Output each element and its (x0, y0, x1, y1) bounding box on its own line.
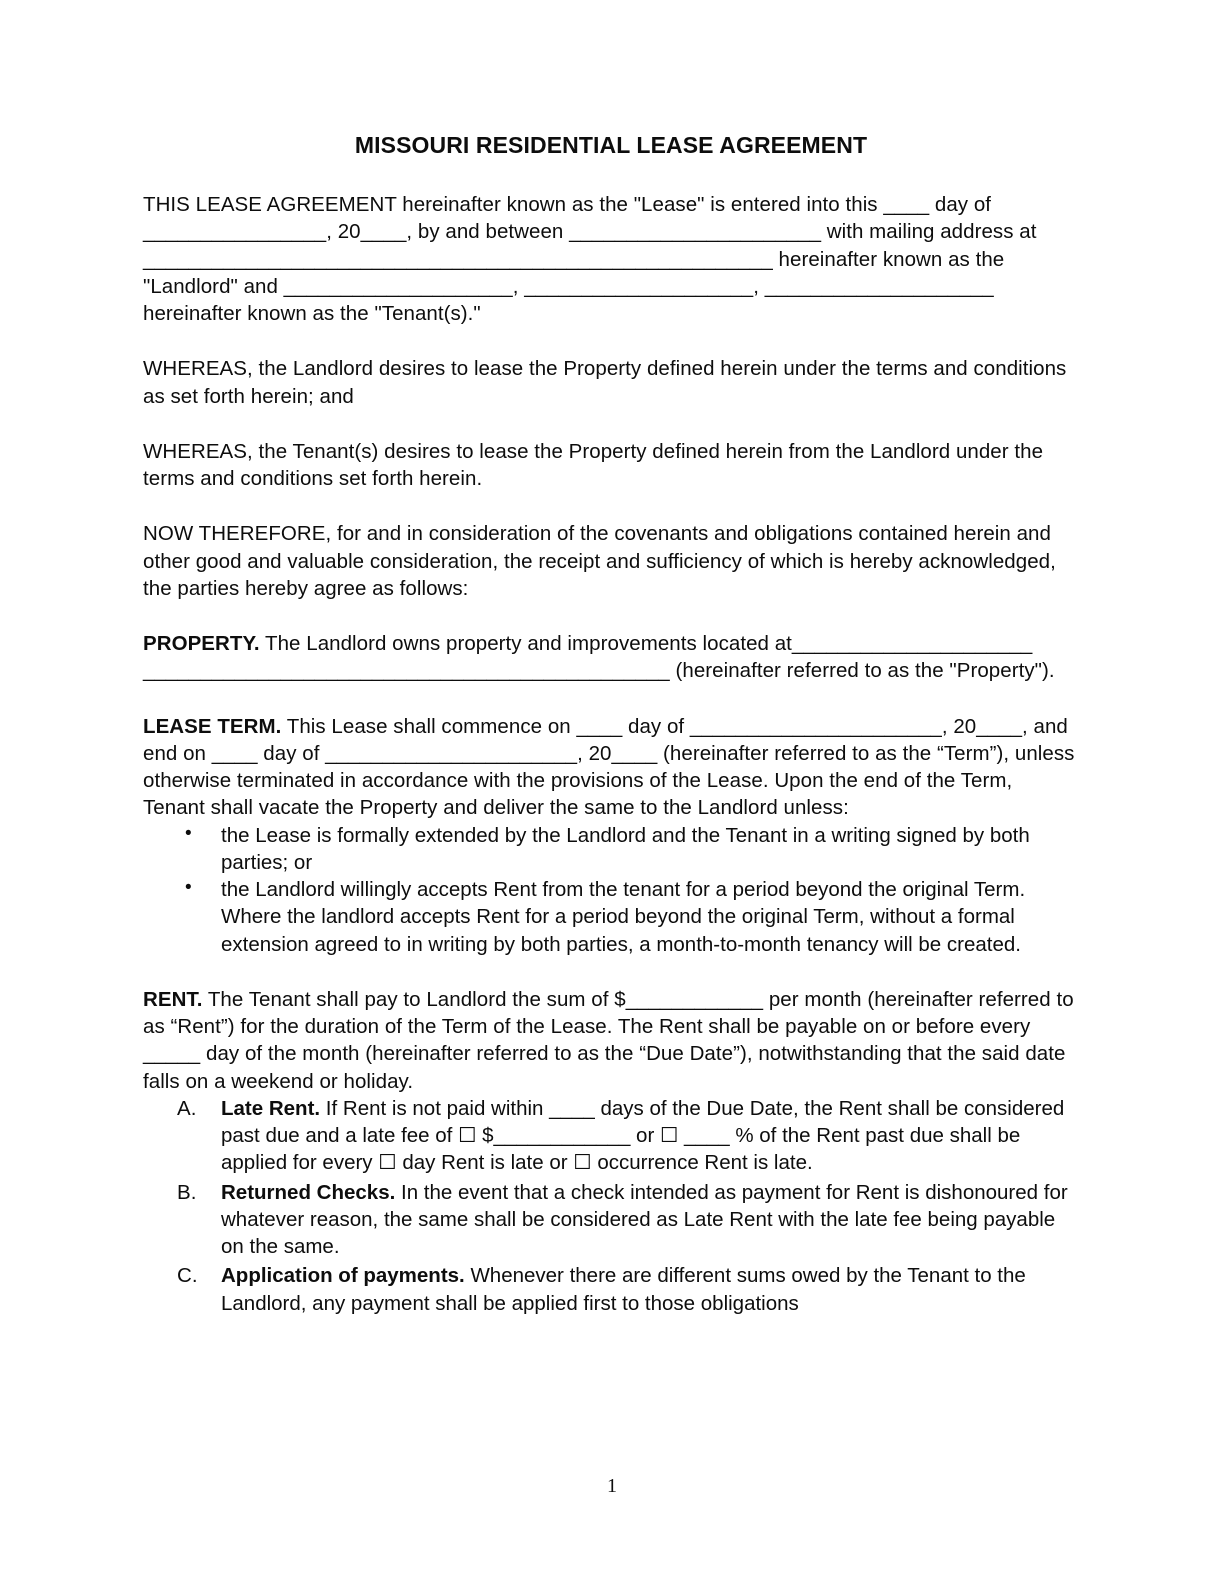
list-item-text: Whenever there are different sums owed by the Tenant to the Landlord, any payment shall be applied first to those obligations (221, 1264, 1026, 1315)
section-property-label: PROPERTY. (143, 632, 260, 655)
section-rent (143, 986, 1079, 1095)
section-property-text: The Landlord owns property and improvements located at_____________________ ______________________________________________ (hereinafter referred to as the "Property"). (143, 632, 1055, 683)
section-rent-text: The Tenant shall pay to Landlord the sum of $____________ per month (hereinafter referred to as “Rent”) for the duration of the Term of the Lease. The Rent shall be payable on or before every _____ day of the month (hereinafter referred to as the “Due Date”), notwithstanding that the said date falls on a weekend or holiday. (143, 987, 1074, 1093)
page-title: MISSOURI RESIDENTIAL LEASE AGREEMENT (354, 132, 868, 158)
whereas-tenant-paragraph: WHEREAS, the Tenant(s) desires to lease the Property defined herein from the Landlord under the terms and conditions set forth herein. (143, 439, 1044, 490)
whereas-landlord-paragraph: WHEREAS, the Landlord desires to lease the Property defined herein under the terms and conditions as set forth herein; and (143, 357, 1067, 408)
section-lease-term-label: LEASE TERM. (143, 714, 282, 738)
intro-paragraph: THIS LEASE AGREEMENT hereinafter known as the "Lease" is entered into this ____ day of ________________, 20____, by and between ______________________ with mailing address at _______________________________________________________ hereinafter known as the "Landlord" and ____________________, ____________________, ____________________ hereinafter known as the "Tenant(s)." (143, 193, 1037, 325)
list-item-label: Application of payments. (221, 1264, 465, 1288)
list-item-label: Returned Checks. (221, 1180, 396, 1204)
rent-subsection-list (143, 1095, 1079, 1317)
section-lease-term-text: This Lease shall commence on ____ day of ______________________, 20____, and end on ____ day of ______________________, 20____ (hereinafter referred to as the “Term”), unless otherwise terminated in accordance with the provisions of the Lease. Upon the end of the Term, Tenant shall vacate the Property and deliver the same to the Landlord unless: (143, 714, 1075, 820)
page-number: 1 (607, 1475, 617, 1497)
list-item-text: If Rent is not paid within ____ days of the Due Date, the Rent shall be considered past due and a late fee of ☐ $____________ or ☐ ____ % of the Rent past due shall be applied for every ☐ day Rent is late or ☐ occurrence Rent is late. (221, 1096, 1065, 1175)
list-item (143, 1262, 1079, 1317)
section-rent-label: RENT. (143, 987, 203, 1011)
list-item-text: In the event that a check intended as payment for Rent is dishonoured for whatever reason, the same shall be considered as Late Rent with the late fee being payable on the same. (221, 1180, 1068, 1258)
list-item-label: Late Rent. (221, 1096, 321, 1120)
list-item (143, 1179, 1079, 1261)
section-property (143, 630, 1079, 685)
section-lease-term (143, 713, 1079, 822)
list-item: • the Landlord willingly accepts Rent from the tenant for a period beyond the original Term. Where the landlord accepts Rent for a period beyond the original Term, without a formal extension agreed to in writing by both parties, a month-to-month tenancy will be created. (143, 876, 1079, 958)
now-therefore-paragraph: NOW THEREFORE, for and in consideration of the covenants and obligations contained herein and other good and valuable consideration, the receipt and sufficiency of which is hereby acknowledged, the parties hereby agree as follows: (143, 522, 1056, 600)
list-item: • the Lease is formally extended by the Landlord and the Tenant in a writing signed by both parties; or (143, 822, 1079, 877)
lease-term-bullet-list (143, 822, 1079, 958)
list-item (143, 1095, 1079, 1177)
